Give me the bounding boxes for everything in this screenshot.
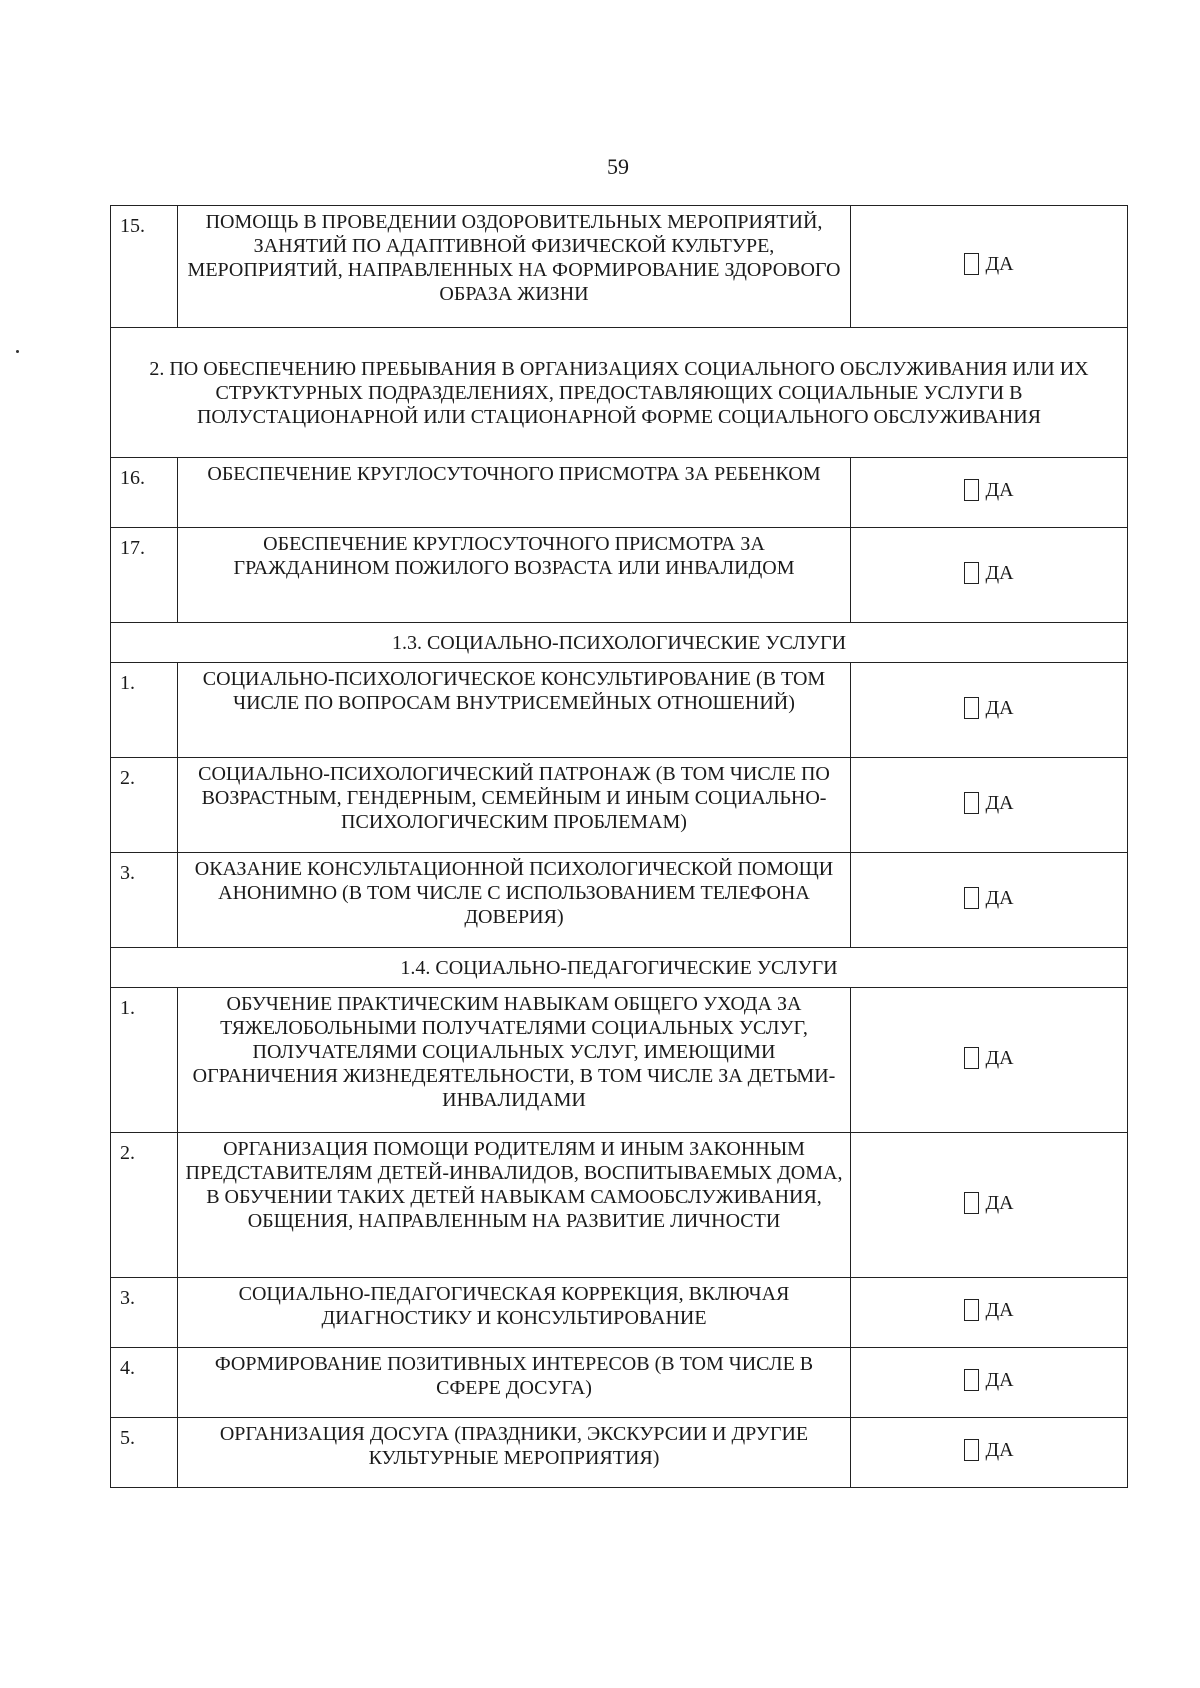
- checkbox-cell: [851, 853, 1128, 948]
- checkbox-label: ДА: [985, 479, 1014, 501]
- checkbox-cell: [851, 206, 1128, 328]
- checkbox-cell: [851, 528, 1128, 623]
- checkbox-square-icon[interactable]: [964, 1439, 979, 1461]
- row-number: 3.: [111, 853, 178, 948]
- checkbox-square-icon[interactable]: [964, 479, 979, 501]
- row-number: 1.: [111, 663, 178, 758]
- row-number: 17.: [111, 528, 178, 623]
- service-description: ОРГАНИЗАЦИЯ ПОМОЩИ РОДИТЕЛЯМ И ИНЫМ ЗАКОННЫМ ПРЕДСТАВИТЕЛЯМ ДЕТЕЙ-ИНВАЛИДОВ, ВОСПИТЫВАЕМЫХ ДОМА, В ОБУЧЕНИИ ТАКИХ ДЕТЕЙ НАВЫКАМ САМООБСЛУЖИВАНИЯ, ОБЩЕНИЯ, НАПРАВЛЕННЫМ НА РАЗВИТИЕ ЛИЧНОСТИ: [178, 1133, 851, 1278]
- service-row: [111, 528, 1128, 623]
- checkbox-label: ДА: [985, 791, 1014, 814]
- yes-checkbox[interactable]: [964, 252, 1013, 276]
- checkbox-square-icon[interactable]: [964, 1192, 979, 1214]
- checkbox-label: ДА: [985, 1191, 1014, 1214]
- service-row: [111, 853, 1128, 948]
- row-number: 2.: [111, 1133, 178, 1278]
- checkbox-label: ДА: [985, 253, 1014, 275]
- checkbox-label: ДА: [985, 1369, 1014, 1391]
- service-row: [111, 1348, 1128, 1418]
- checkbox-cell: [851, 988, 1128, 1133]
- services-table: [110, 205, 1128, 1488]
- checkbox-label: ДА: [985, 886, 1014, 909]
- service-row: [111, 663, 1128, 758]
- yes-checkbox[interactable]: [964, 1438, 1013, 1462]
- yes-checkbox[interactable]: [964, 1368, 1013, 1392]
- services-table-body: [111, 206, 1128, 1488]
- row-number: 5.: [111, 1418, 178, 1488]
- service-row: [111, 988, 1128, 1133]
- section-title: 2. ПО ОБЕСПЕЧЕНИЮ ПРЕБЫВАНИЯ В ОРГАНИЗАЦИЯХ СОЦИАЛЬНОГО ОБСЛУЖИВАНИЯ ИЛИ ИХ СТРУКТУРНЫХ ПОДРАЗДЕЛЕНИЯХ, ПРЕДОСТАВЛЯЮЩИХ СОЦИАЛЬНЫЕ УСЛУГИ В ПОЛУСТАЦИОНАРНОЙ ИЛИ СТАЦИОНАРНОЙ ФОРМЕ СОЦИАЛЬНОГО ОБСЛУЖИВАНИЯ: [111, 328, 1128, 458]
- service-row: [111, 1278, 1128, 1348]
- section-header-row: [111, 623, 1128, 663]
- yes-checkbox[interactable]: [964, 791, 1013, 815]
- service-description: ОРГАНИЗАЦИЯ ДОСУГА (ПРАЗДНИКИ, ЭКСКУРСИИ И ДРУГИЕ КУЛЬТУРНЫЕ МЕРОПРИЯТИЯ): [178, 1418, 851, 1488]
- row-number: 4.: [111, 1348, 178, 1418]
- checkbox-label: ДА: [985, 1046, 1014, 1069]
- checkbox-cell: [851, 1418, 1128, 1488]
- scan-speck: [16, 350, 19, 353]
- checkbox-label: ДА: [985, 696, 1014, 719]
- yes-checkbox[interactable]: [964, 478, 1013, 502]
- service-row: [111, 458, 1128, 528]
- service-row: [111, 758, 1128, 853]
- section-title: 1.4. СОЦИАЛЬНО-ПЕДАГОГИЧЕСКИЕ УСЛУГИ: [111, 948, 1128, 988]
- yes-checkbox[interactable]: [964, 1046, 1013, 1070]
- checkbox-cell: [851, 1278, 1128, 1348]
- row-number: 3.: [111, 1278, 178, 1348]
- service-row: [111, 1418, 1128, 1488]
- checkbox-cell: [851, 458, 1128, 528]
- section-header-row: [111, 328, 1128, 458]
- yes-checkbox[interactable]: [964, 561, 1013, 585]
- section-title: 1.3. СОЦИАЛЬНО-ПСИХОЛОГИЧЕСКИЕ УСЛУГИ: [111, 623, 1128, 663]
- checkbox-cell: [851, 1348, 1128, 1418]
- service-description: СОЦИАЛЬНО-ПЕДАГОГИЧЕСКАЯ КОРРЕКЦИЯ, ВКЛЮЧАЯ ДИАГНОСТИКУ И КОНСУЛЬТИРОВАНИЕ: [178, 1278, 851, 1348]
- checkbox-square-icon[interactable]: [964, 792, 979, 814]
- checkbox-cell: [851, 1133, 1128, 1278]
- service-description: ОБЕСПЕЧЕНИЕ КРУГЛОСУТОЧНОГО ПРИСМОТРА ЗА ГРАЖДАНИНОМ ПОЖИЛОГО ВОЗРАСТА ИЛИ ИНВАЛИДОМ: [178, 528, 851, 623]
- service-description: ОБУЧЕНИЕ ПРАКТИЧЕСКИМ НАВЫКАМ ОБЩЕГО УХОДА ЗА ТЯЖЕЛОБОЛЬНЫМИ ПОЛУЧАТЕЛЯМИ СОЦИАЛЬНЫХ УСЛУГ, ПОЛУЧАТЕЛЯМИ СОЦИАЛЬНЫХ УСЛУГ, ИМЕЮЩИМИ ОГРАНИЧЕНИЯ ЖИЗНЕДЕЯТЕЛЬНОСТИ, В ТОМ ЧИСЛЕ ЗА ДЕТЬМИ-ИНВАЛИДАМИ: [178, 988, 851, 1133]
- checkbox-square-icon[interactable]: [964, 562, 979, 584]
- checkbox-square-icon[interactable]: [964, 253, 979, 275]
- section-header-row: [111, 948, 1128, 988]
- checkbox-label: ДА: [985, 1299, 1014, 1321]
- row-number: 2.: [111, 758, 178, 853]
- row-number: 1.: [111, 988, 178, 1133]
- service-description: СОЦИАЛЬНО-ПСИХОЛОГИЧЕСКОЕ КОНСУЛЬТИРОВАНИЕ (В ТОМ ЧИСЛЕ ПО ВОПРОСАМ ВНУТРИСЕМЕЙНЫХ ОТНОШЕНИЙ): [178, 663, 851, 758]
- checkbox-cell: [851, 663, 1128, 758]
- checkbox-square-icon[interactable]: [964, 1369, 979, 1391]
- service-description: ОКАЗАНИЕ КОНСУЛЬТАЦИОННОЙ ПСИХОЛОГИЧЕСКОЙ ПОМОЩИ АНОНИМНО (В ТОМ ЧИСЛЕ С ИСПОЛЬЗОВАНИЕМ ТЕЛЕФОНА ДОВЕРИЯ): [178, 853, 851, 948]
- checkbox-square-icon[interactable]: [964, 1299, 979, 1321]
- service-description: ОБЕСПЕЧЕНИЕ КРУГЛОСУТОЧНОГО ПРИСМОТРА ЗА РЕБЕНКОМ: [178, 458, 851, 528]
- service-description: ФОРМИРОВАНИЕ ПОЗИТИВНЫХ ИНТЕРЕСОВ (В ТОМ ЧИСЛЕ В СФЕРЕ ДОСУГА): [178, 1348, 851, 1418]
- yes-checkbox[interactable]: [964, 886, 1013, 910]
- checkbox-label: ДА: [985, 1439, 1014, 1461]
- checkbox-label: ДА: [985, 561, 1014, 584]
- row-number: 16.: [111, 458, 178, 528]
- row-number: 15.: [111, 206, 178, 328]
- yes-checkbox[interactable]: [964, 1191, 1013, 1215]
- service-row: [111, 1133, 1128, 1278]
- service-row: [111, 206, 1128, 328]
- checkbox-square-icon[interactable]: [964, 887, 979, 909]
- yes-checkbox[interactable]: [964, 696, 1013, 720]
- yes-checkbox[interactable]: [964, 1298, 1013, 1322]
- checkbox-square-icon[interactable]: [964, 1047, 979, 1069]
- service-description: СОЦИАЛЬНО-ПСИХОЛОГИЧЕСКИЙ ПАТРОНАЖ (В ТОМ ЧИСЛЕ ПО ВОЗРАСТНЫМ, ГЕНДЕРНЫМ, СЕМЕЙНЫМ И ИНЫМ СОЦИАЛЬНО-ПСИХОЛОГИЧЕСКИМ ПРОБЛЕМАМ): [178, 758, 851, 853]
- service-description: ПОМОЩЬ В ПРОВЕДЕНИИ ОЗДОРОВИТЕЛЬНЫХ МЕРОПРИЯТИЙ, ЗАНЯТИЙ ПО АДАПТИВНОЙ ФИЗИЧЕСКОЙ КУЛЬТУРЕ, МЕРОПРИЯТИЙ, НАПРАВЛЕННЫХ НА ФОРМИРОВАНИЕ ЗДОРОВОГО ОБРАЗА ЖИЗНИ: [178, 206, 851, 328]
- checkbox-cell: [851, 758, 1128, 853]
- checkbox-square-icon[interactable]: [964, 697, 979, 719]
